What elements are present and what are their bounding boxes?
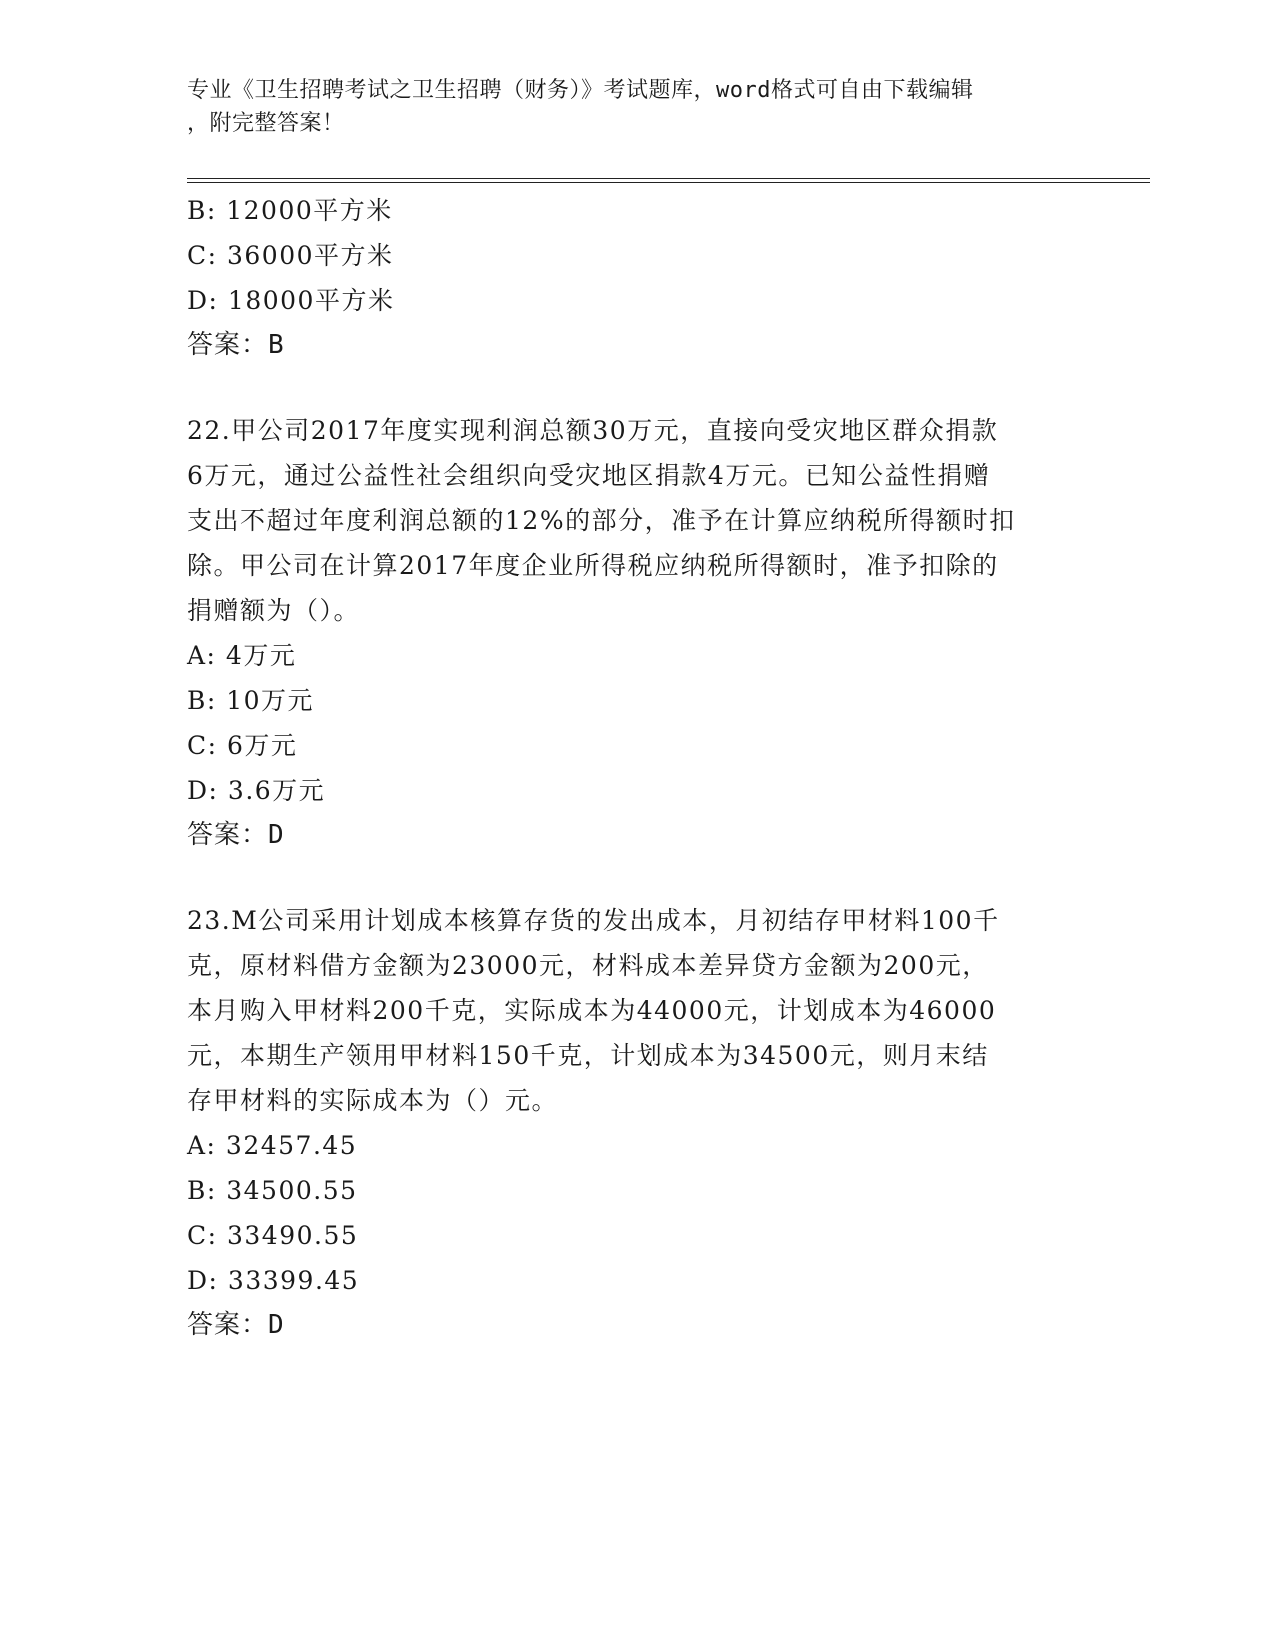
answer-line: 答案：D: [187, 820, 285, 850]
document-header: [187, 74, 1087, 140]
question-23: [187, 898, 1087, 1348]
question-21: [187, 188, 1087, 368]
document-body: [187, 188, 1087, 1348]
header-line-1: 专业《卫生招聘考试之卫生招聘（财务）》考试题库，word格式可自由下载编辑: [187, 78, 974, 103]
header-divider: [187, 178, 1150, 183]
option-d: D: 33399.45: [187, 1266, 360, 1295]
question-stem-line: 6万元，通过公益性社会组织向受灾地区捐款4万元。已知公益性捐赠: [187, 461, 991, 490]
question-stem-line: 捐赠额为（）。: [187, 596, 361, 625]
option-d: D: 18000平方米: [187, 286, 395, 315]
question-stem-line: 支出不超过年度利润总额的12%的部分，准予在计算应纳税所得额时扣: [187, 506, 1016, 535]
option-a: A: 4万元: [187, 641, 297, 670]
option-b: B: 12000平方米: [187, 196, 393, 225]
question-stem-line: 元，本期生产领用甲材料150千克，计划成本为34500元，则月末结: [187, 1041, 989, 1070]
answer-line: 答案：B: [187, 330, 285, 360]
option-d: D: 3.6万元: [187, 776, 326, 805]
header-line-2: ，附完整答案！: [187, 111, 345, 136]
option-c: C: 6万元: [187, 731, 298, 760]
option-c: C: 36000平方米: [187, 241, 394, 270]
option-b: B: 10万元: [187, 686, 315, 715]
question-stem-line: 23.M公司采用计划成本核算存货的发出成本，月初结存甲材料100千: [187, 906, 1000, 935]
option-a: A: 32457.45: [187, 1131, 358, 1160]
option-c: C: 33490.55: [187, 1221, 359, 1250]
question-stem-line: 本月购入甲材料200千克，实际成本为44000元，计划成本为46000: [187, 996, 997, 1025]
answer-line: 答案：D: [187, 1310, 285, 1340]
option-b: B: 34500.55: [187, 1176, 358, 1205]
question-stem-line: 存甲材料的实际成本为（）元。: [187, 1086, 559, 1115]
question-stem-line: 除。甲公司在计算2017年度企业所得税应纳税所得额时，准予扣除的: [187, 551, 999, 580]
question-22: [187, 408, 1087, 858]
question-stem-line: 克，原材料借方金额为23000元，材料成本差异贷方金额为200元，: [187, 951, 989, 980]
question-stem-line: 22.甲公司2017年度实现利润总额30万元，直接向受灾地区群众捐款: [187, 416, 999, 445]
